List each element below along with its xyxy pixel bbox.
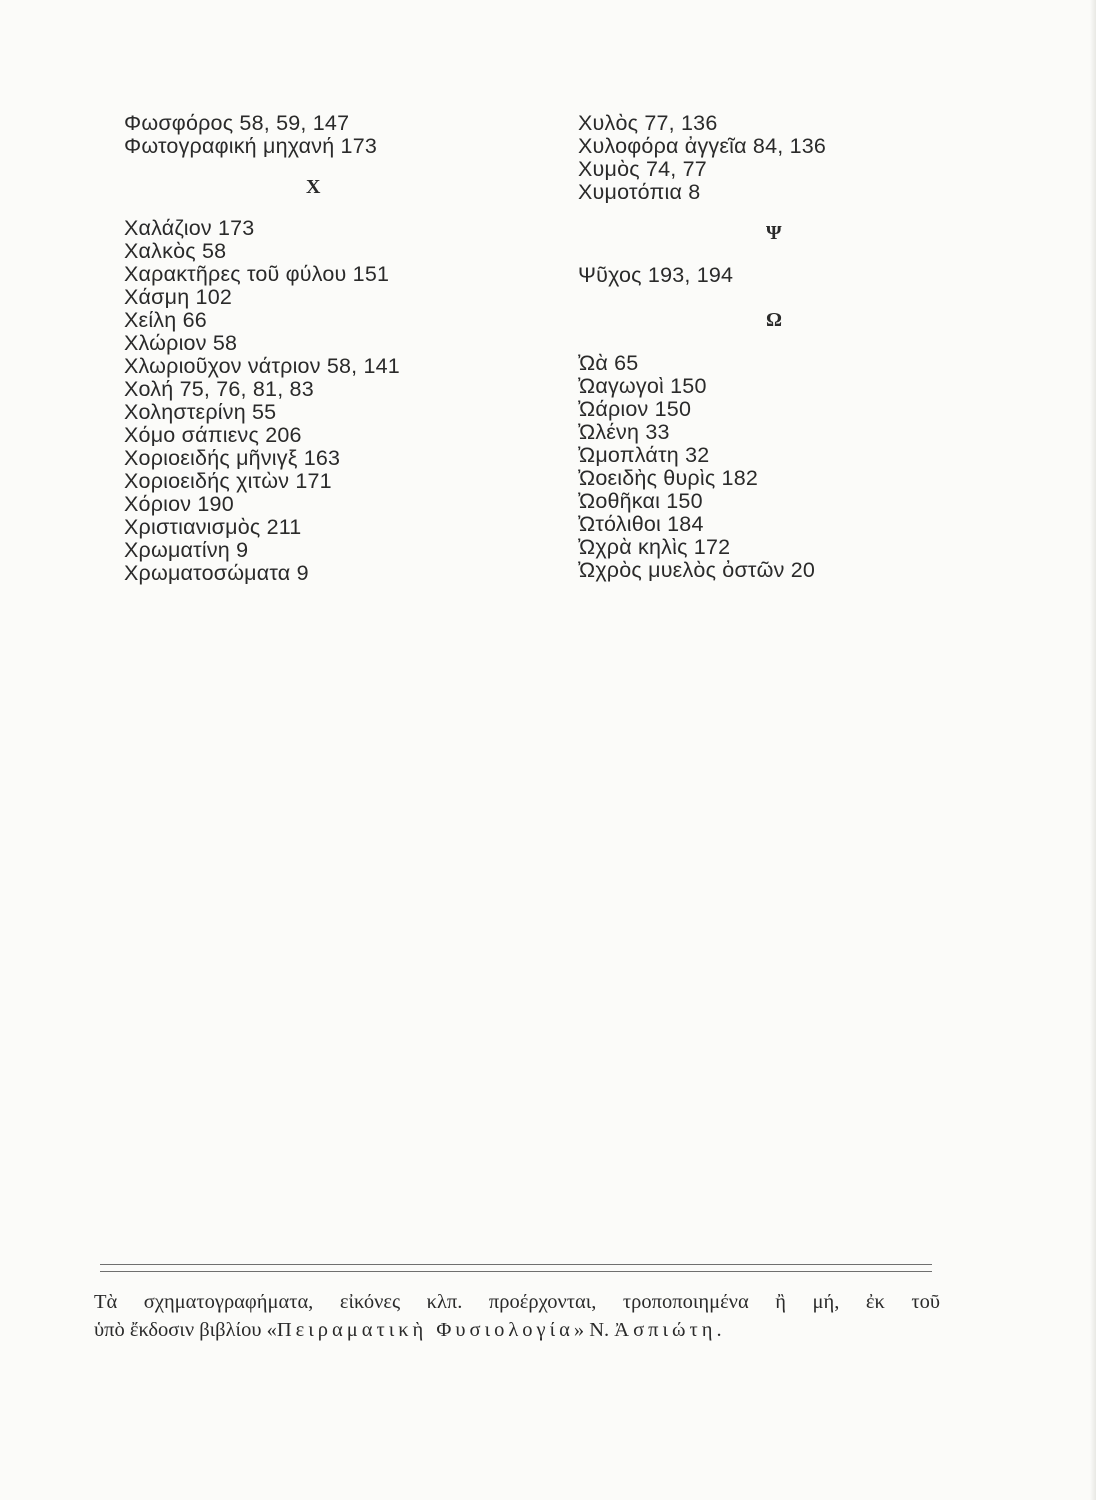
footer-rule-top bbox=[100, 1264, 932, 1265]
index-column-left bbox=[124, 112, 484, 585]
letter-heading-psi: Ψ bbox=[766, 222, 782, 244]
index-entry: Χόριον 190 bbox=[124, 492, 234, 516]
index-entry: Ὠμοπλάτη 32 bbox=[578, 443, 710, 467]
index-entry: Χυλοφόρα ἀγγεῖα 84, 136 bbox=[578, 134, 827, 158]
footer-line-2 bbox=[94, 1316, 940, 1344]
index-entry: Χαλάζιον 173 bbox=[124, 216, 255, 240]
letter-heading-chi: Χ bbox=[306, 176, 321, 198]
index-entry: Χοληστερίνη 55 bbox=[124, 400, 277, 424]
index-entry: Φωσφόρος 58, 59, 147 bbox=[124, 111, 350, 135]
footer-line-2-middle: » Ν. bbox=[573, 1319, 615, 1341]
index-entry: Χείλη 66 bbox=[124, 308, 207, 332]
index-entry: Χαρακτῆρες τοῦ φύλου 151 bbox=[124, 262, 390, 286]
index-entry: Ὠτόλιθοι 184 bbox=[578, 512, 704, 536]
index-entry: Ὠαγωγοὶ 150 bbox=[578, 374, 707, 398]
index-entry: Ὠχρὸς μυελὸς ὀστῶν 20 bbox=[578, 558, 816, 582]
index-entry: Ὠοθῆκαι 150 bbox=[578, 489, 703, 513]
index-entry: Ψῦχος 193, 194 bbox=[578, 263, 734, 287]
index-entry: Χολή 75, 76, 81, 83 bbox=[124, 377, 314, 401]
footer-rule-bottom bbox=[100, 1271, 932, 1272]
footer-line-2-suffix: . bbox=[716, 1319, 722, 1341]
footer-line-2-prefix: ὑπὸ ἔκδοσιν βιβλίου « bbox=[94, 1319, 277, 1341]
page-edge-shadow bbox=[1090, 0, 1096, 1500]
index-entry: Ὠχρὰ κηλὶς 172 bbox=[578, 535, 731, 559]
index-entry: Χαλκὸς 58 bbox=[124, 239, 227, 263]
index-entry: Ὠὰ 65 bbox=[578, 351, 639, 375]
author-name: Ἀσπιώτη bbox=[614, 1319, 717, 1341]
index-entry: Ὠοειδὴς θυρὶς 182 bbox=[578, 466, 759, 490]
index-entry: Χλώριον 58 bbox=[124, 331, 238, 355]
letter-heading-omega: Ω bbox=[766, 309, 783, 331]
index-entry: Φωτογραφική μηχανή 173 bbox=[124, 134, 378, 158]
index-entry: Χρωματίνη 9 bbox=[124, 538, 249, 562]
index-entry: Χοριοειδής χιτὼν 171 bbox=[124, 469, 332, 493]
index-entry: Ὠάριον 150 bbox=[578, 397, 692, 421]
footer-credit-note bbox=[94, 1288, 940, 1344]
index-entry: Χριστιανισμὸς 211 bbox=[124, 515, 302, 539]
index-entry: Χάσμη 102 bbox=[124, 285, 233, 309]
index-entry: Χυμὸς 74, 77 bbox=[578, 157, 707, 181]
footer-line-1: Τὰ σχηματογραφήματα, εἰκόνες κλπ. προέρχονται, τροποποιημένα ἢ μή, ἐκ τοῦ bbox=[94, 1291, 940, 1313]
index-entry: Χρωματοσώματα 9 bbox=[124, 561, 309, 585]
index-entry: Χλωριοῦχον νάτριον 58, 141 bbox=[124, 354, 400, 378]
index-entry: Χυμοτόπια 8 bbox=[578, 180, 701, 204]
book-title: Πειραματικὴ Φυσιολογία bbox=[276, 1319, 574, 1341]
index-column-right bbox=[578, 112, 938, 582]
index-entry: Χοριοειδής μῆνιγξ 163 bbox=[124, 446, 341, 470]
index-entry: Χυλὸς 77, 136 bbox=[578, 111, 718, 135]
index-entry: Ὠλένη 33 bbox=[578, 420, 670, 444]
index-entry: Χόμο σάπιενς 206 bbox=[124, 423, 302, 447]
